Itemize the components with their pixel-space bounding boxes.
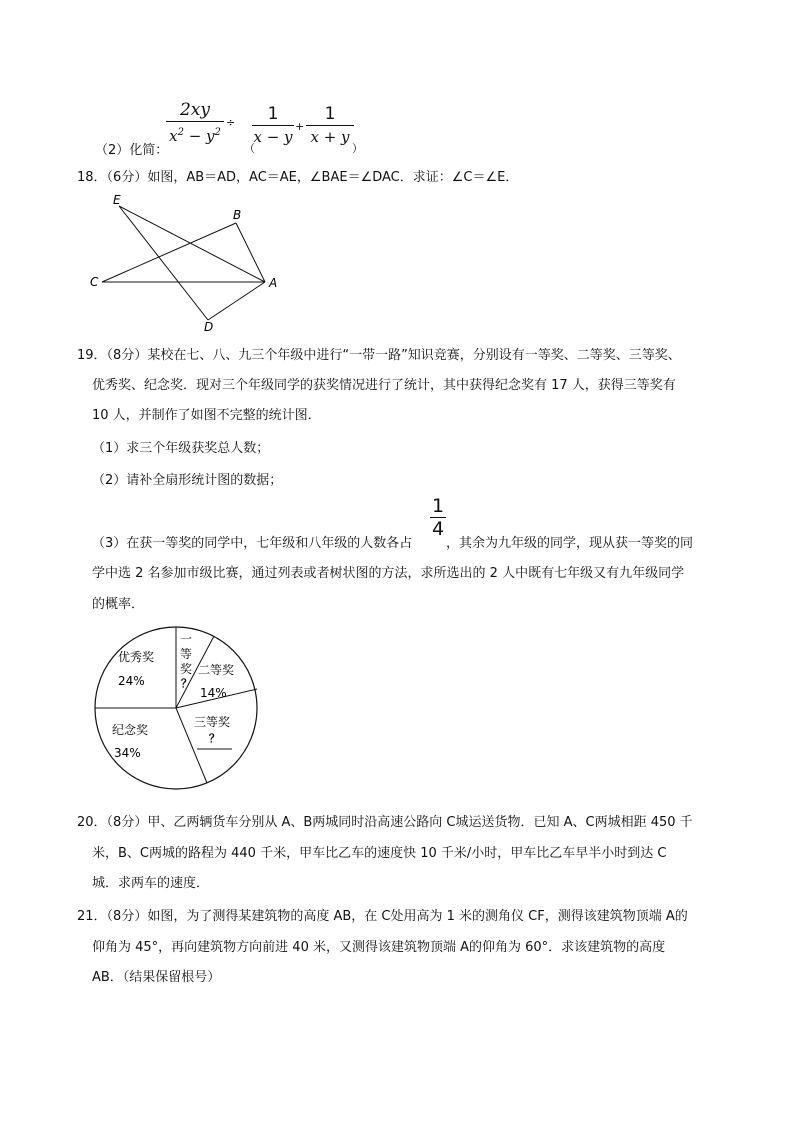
q17-fraction-3: [306, 104, 354, 146]
q17-frac1-denominator: $x^2 - y^2$: [169, 127, 221, 145]
pie-value-third-prize: ？: [209, 732, 220, 745]
q21-line-2: 仰角为 45°，再向建筑物方向前进 40 米，又测得该建筑物顶端 A的仰角为 60°．求该建筑物的高度: [92, 940, 666, 955]
q17-fraction-2: [252, 104, 294, 146]
q20-line-1: 20．（8分）甲、乙两辆货车分别从 A、B两城同时沿高速公路向 C城运送货物．已知 A、C两城相距 450 千: [77, 815, 693, 830]
q19-subquestion-2: （2）请补全扇形统计图的数据；: [92, 473, 283, 488]
q18-point-c: C: [90, 275, 99, 289]
q18-heading: [77, 166, 518, 185]
pie-label-souvenir-prize: 纪念奖: [112, 723, 149, 737]
pie-label-first-prize-1: 一: [180, 632, 193, 646]
q18-point-d: D: [204, 320, 214, 334]
q18-point-b: B: [233, 208, 242, 222]
pie-value-first-prize: ？: [181, 677, 192, 690]
q17-fraction-1: [166, 100, 224, 145]
q19-score: （8分）: [106, 348, 148, 363]
q18-point-e: E: [113, 193, 121, 207]
q17-frac2-numerator: 1: [267, 104, 279, 124]
q18-point-a: A: [269, 276, 278, 290]
q19-subquestion-3-line-2: 学中选 2 名参加市级比赛，通过列表或者树状图的方法，求所选出的 2 人中既有七年级又有九年级同学: [92, 566, 685, 581]
q21-line-1: 21．（8分）如图，为了测得某建筑物的高度 AB，在 C处用高为 1 米的测角仪 CF，测得该建筑物顶端 A的: [77, 909, 688, 924]
q17-frac3-denominator: x + y: [310, 128, 350, 146]
q20-score: （8分）: [106, 815, 148, 830]
q19-subquestion-3-line-3: 的概率．: [92, 597, 145, 612]
q18-number: 18．: [77, 170, 107, 185]
q19-fraction-one-quarter: 1 4: [431, 495, 445, 540]
q18-text: 如图，AB＝AD，AC＝AE，∠BAE＝∠DAC．求证：∠C＝∠E．: [147, 170, 519, 185]
q20-line-3: 城．求两车的速度．: [92, 876, 210, 891]
q18-geometry-figure: [80, 188, 290, 334]
pie-label-first-prize-3: 奖: [180, 662, 193, 676]
q19-subquestion-3-end: ，其余为九年级的同学，现从获一等奖的同: [446, 536, 694, 551]
q19-line-3: 10 人，并制作了如图不完整的统计图．: [92, 408, 321, 423]
pie-chart: [92, 626, 262, 790]
pie-label-second-prize: 二等奖: [198, 663, 235, 677]
q17-close-paren: ）: [352, 142, 363, 155]
q17-divide-sign: ÷: [226, 116, 236, 129]
pie-value-souvenir-prize: 34%: [114, 746, 141, 760]
q19-subquestion-3-start: （3）在获一等奖的同学中，七年级和八年级的人数各占: [92, 536, 413, 551]
q19-number: 19．: [77, 348, 107, 363]
q17-frac2-denominator: x − y: [253, 128, 293, 146]
q19-line-1: 19．（8分）某校在七、八、九三个年级中进行“一带一路”知识竞赛，分别设有一等奖、二等奖、三等奖、: [77, 348, 681, 363]
pie-value-second-prize: 14%: [200, 686, 227, 700]
q19-subquestion-1: （1）求三个年级获奖总人数；: [92, 441, 270, 456]
q17-open-paren: （: [244, 142, 255, 155]
pie-label-excellent-prize: 优秀奖: [118, 650, 155, 664]
q19-line-2: 优秀奖、纪念奖．现对三个年级同学的获奖情况进行了统计，其中获得纪念奖有 17 人，获得三等奖有: [92, 378, 676, 393]
q21-score: （8分）: [106, 909, 148, 924]
q17-plus-sign: +: [295, 120, 305, 133]
q21-line-3: AB．（结果保留根号）: [92, 970, 221, 985]
q20-number: 20．: [77, 815, 107, 830]
pie-label-third-prize: 三等奖: [194, 715, 231, 729]
q17-label: （2）化简：: [95, 143, 169, 158]
q17-frac1-numerator: 2xy: [179, 100, 210, 120]
q20-line-2: 米，B、C两城的路程为 440 千米，甲车比乙车的速度快 10 千米/小时，甲车比乙车早半小时到达 C: [92, 846, 667, 861]
pie-value-excellent-prize: 24%: [118, 674, 145, 688]
q21-number: 21．: [77, 909, 107, 924]
q17-frac3-numerator: 1: [324, 104, 336, 124]
q18-score: （6分）: [106, 170, 148, 185]
pie-label-first-prize-2: 等: [180, 647, 193, 661]
